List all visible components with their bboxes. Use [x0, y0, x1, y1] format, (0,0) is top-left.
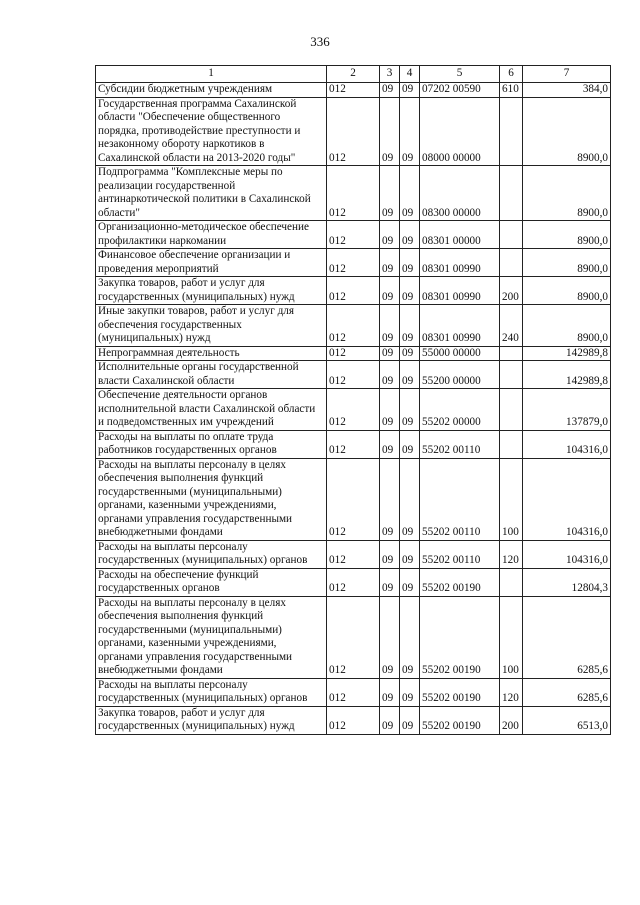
target-article-cell: 55202 00190 — [420, 706, 500, 734]
amount-cell: 104316,0 — [523, 458, 611, 540]
section-code-cell: 09 — [380, 678, 400, 706]
expense-type-cell: 100 — [500, 596, 523, 678]
target-article-cell: 07202 00590 — [420, 83, 500, 98]
target-article-cell: 55202 00190 — [420, 678, 500, 706]
expense-type-cell: 610 — [500, 83, 523, 98]
subsection-code-cell: 09 — [400, 389, 420, 431]
amount-cell: 8900,0 — [523, 166, 611, 221]
section-code-cell: 09 — [380, 221, 400, 249]
expense-type-cell — [500, 166, 523, 221]
amount-cell: 6513,0 — [523, 706, 611, 734]
subsection-code-cell: 09 — [400, 166, 420, 221]
amount-cell: 8900,0 — [523, 221, 611, 249]
amount-cell: 8900,0 — [523, 249, 611, 277]
table-row — [96, 221, 611, 249]
subsection-code-cell: 09 — [400, 458, 420, 540]
expense-name-cell: Расходы на выплаты персоналу государственных (муниципальных) органов — [96, 678, 327, 706]
column-header: 7 — [523, 66, 611, 83]
target-article-cell: 08301 00990 — [420, 249, 500, 277]
section-code-cell: 09 — [380, 361, 400, 389]
expense-name-cell: Организационно-методическое обеспечение профилактики наркомании — [96, 221, 327, 249]
target-article-cell: 55202 00000 — [420, 389, 500, 431]
target-article-cell: 55000 00000 — [420, 346, 500, 361]
target-article-cell: 08301 00990 — [420, 305, 500, 347]
amount-cell: 104316,0 — [523, 430, 611, 458]
expense-name-cell: Расходы на выплаты персоналу в целях обеспечения выполнения функций государственными (муниципальными) органами, казенными учреждениями, органами управления государственными внебюджетными фондами — [96, 596, 327, 678]
budget-table — [95, 65, 611, 735]
amount-cell: 104316,0 — [523, 540, 611, 568]
subsection-code-cell: 09 — [400, 596, 420, 678]
table-row — [96, 678, 611, 706]
ministry-code-cell: 012 — [327, 596, 380, 678]
expense-name-cell: Расходы на выплаты персоналу в целях обеспечения выполнения функций государственными (муниципальными) органами, казенными учреждениями, органами управления государственными внебюджетными фондами — [96, 458, 327, 540]
amount-cell: 137879,0 — [523, 389, 611, 431]
section-code-cell: 09 — [380, 706, 400, 734]
page-number: 336 — [310, 34, 330, 49]
expense-name-cell: Субсидии бюджетным учреждениям — [96, 83, 327, 98]
ministry-code-cell: 012 — [327, 166, 380, 221]
table-header-row — [96, 66, 611, 83]
table-row — [96, 706, 611, 734]
expense-type-cell: 200 — [500, 277, 523, 305]
expense-name-cell: Непрограммная деятельность — [96, 346, 327, 361]
expense-type-cell — [500, 389, 523, 431]
expense-type-cell — [500, 346, 523, 361]
section-code-cell: 09 — [380, 166, 400, 221]
expense-name-cell: Исполнительные органы государственной власти Сахалинской области — [96, 361, 327, 389]
expense-type-cell — [500, 361, 523, 389]
target-article-cell: 08301 00000 — [420, 221, 500, 249]
amount-cell: 142989,8 — [523, 361, 611, 389]
amount-cell: 8900,0 — [523, 97, 611, 166]
expense-type-cell: 200 — [500, 706, 523, 734]
expense-name-cell: Финансовое обеспечение организации и проведения мероприятий — [96, 249, 327, 277]
amount-cell: 384,0 — [523, 83, 611, 98]
target-article-cell: 08300 00000 — [420, 166, 500, 221]
subsection-code-cell: 09 — [400, 361, 420, 389]
expense-type-cell: 120 — [500, 540, 523, 568]
target-article-cell: 08301 00990 — [420, 277, 500, 305]
expense-name-cell: Закупка товаров, работ и услуг для государственных (муниципальных) нужд — [96, 706, 327, 734]
ministry-code-cell: 012 — [327, 221, 380, 249]
expense-type-cell — [500, 97, 523, 166]
ministry-code-cell: 012 — [327, 305, 380, 347]
target-article-cell: 08000 00000 — [420, 97, 500, 166]
column-header: 1 — [96, 66, 327, 83]
ministry-code-cell: 012 — [327, 361, 380, 389]
table-row — [96, 305, 611, 347]
expense-name-cell: Обеспечение деятельности органов исполнительной власти Сахалинской области и подведомственных им учреждений — [96, 389, 327, 431]
expense-type-cell: 100 — [500, 458, 523, 540]
ministry-code-cell: 012 — [327, 249, 380, 277]
ministry-code-cell: 012 — [327, 83, 380, 98]
section-code-cell: 09 — [380, 596, 400, 678]
amount-cell: 8900,0 — [523, 277, 611, 305]
table-row — [96, 249, 611, 277]
ministry-code-cell: 012 — [327, 706, 380, 734]
expense-name-cell: Государственная программа Сахалинской области "Обеспечение общественного порядка, противодействие преступности и незаконному обороту наркотиков в Сахалинской области на 2013-2020 годы" — [96, 97, 327, 166]
table-row — [96, 458, 611, 540]
expense-name-cell: Расходы на выплаты по оплате труда работников государственных органов — [96, 430, 327, 458]
section-code-cell: 09 — [380, 277, 400, 305]
section-code-cell: 09 — [380, 83, 400, 98]
subsection-code-cell: 09 — [400, 97, 420, 166]
target-article-cell: 55202 00110 — [420, 430, 500, 458]
subsection-code-cell: 09 — [400, 430, 420, 458]
column-header: 4 — [400, 66, 420, 83]
target-article-cell: 55202 00190 — [420, 568, 500, 596]
target-article-cell: 55202 00110 — [420, 540, 500, 568]
expense-name-cell: Расходы на выплаты персоналу государственных (муниципальных) органов — [96, 540, 327, 568]
amount-cell: 6285,6 — [523, 596, 611, 678]
column-header: 5 — [420, 66, 500, 83]
section-code-cell: 09 — [380, 305, 400, 347]
table-row — [96, 361, 611, 389]
expense-type-cell: 240 — [500, 305, 523, 347]
target-article-cell: 55202 00190 — [420, 596, 500, 678]
table-row — [96, 277, 611, 305]
section-code-cell: 09 — [380, 249, 400, 277]
table-row — [96, 596, 611, 678]
ministry-code-cell: 012 — [327, 346, 380, 361]
expense-name-cell: Расходы на обеспечение функций государственных органов — [96, 568, 327, 596]
subsection-code-cell: 09 — [400, 706, 420, 734]
table-row — [96, 389, 611, 431]
section-code-cell: 09 — [380, 430, 400, 458]
expense-name-cell: Подпрограмма "Комплексные меры по реализации государственной антинаркотической политики в Сахалинской области" — [96, 166, 327, 221]
column-header: 2 — [327, 66, 380, 83]
table-row — [96, 166, 611, 221]
target-article-cell: 55200 00000 — [420, 361, 500, 389]
amount-cell: 8900,0 — [523, 305, 611, 347]
subsection-code-cell: 09 — [400, 221, 420, 249]
ministry-code-cell: 012 — [327, 97, 380, 166]
subsection-code-cell: 09 — [400, 678, 420, 706]
ministry-code-cell: 012 — [327, 568, 380, 596]
amount-cell: 12804,3 — [523, 568, 611, 596]
ministry-code-cell: 012 — [327, 277, 380, 305]
target-article-cell: 55202 00110 — [420, 458, 500, 540]
section-code-cell: 09 — [380, 97, 400, 166]
expense-type-cell — [500, 221, 523, 249]
subsection-code-cell: 09 — [400, 83, 420, 98]
subsection-code-cell: 09 — [400, 568, 420, 596]
ministry-code-cell: 012 — [327, 430, 380, 458]
amount-cell: 6285,6 — [523, 678, 611, 706]
amount-cell: 142989,8 — [523, 346, 611, 361]
table-body — [96, 83, 611, 735]
expense-name-cell: Иные закупки товаров, работ и услуг для обеспечения государственных (муниципальных) нужд — [96, 305, 327, 347]
table-row — [96, 540, 611, 568]
table-row — [96, 430, 611, 458]
section-code-cell: 09 — [380, 346, 400, 361]
subsection-code-cell: 09 — [400, 540, 420, 568]
ministry-code-cell: 012 — [327, 540, 380, 568]
subsection-code-cell: 09 — [400, 305, 420, 347]
table-row — [96, 97, 611, 166]
section-code-cell: 09 — [380, 540, 400, 568]
section-code-cell: 09 — [380, 389, 400, 431]
ministry-code-cell: 012 — [327, 678, 380, 706]
table-row — [96, 568, 611, 596]
expense-type-cell — [500, 430, 523, 458]
ministry-code-cell: 012 — [327, 389, 380, 431]
ministry-code-cell: 012 — [327, 458, 380, 540]
expense-name-cell: Закупка товаров, работ и услуг для государственных (муниципальных) нужд — [96, 277, 327, 305]
section-code-cell: 09 — [380, 458, 400, 540]
expense-type-cell — [500, 568, 523, 596]
subsection-code-cell: 09 — [400, 346, 420, 361]
section-code-cell: 09 — [380, 568, 400, 596]
expense-type-cell: 120 — [500, 678, 523, 706]
column-header: 6 — [500, 66, 523, 83]
subsection-code-cell: 09 — [400, 249, 420, 277]
table-row — [96, 83, 611, 98]
column-header: 3 — [380, 66, 400, 83]
subsection-code-cell: 09 — [400, 277, 420, 305]
expense-type-cell — [500, 249, 523, 277]
table-row — [96, 346, 611, 361]
